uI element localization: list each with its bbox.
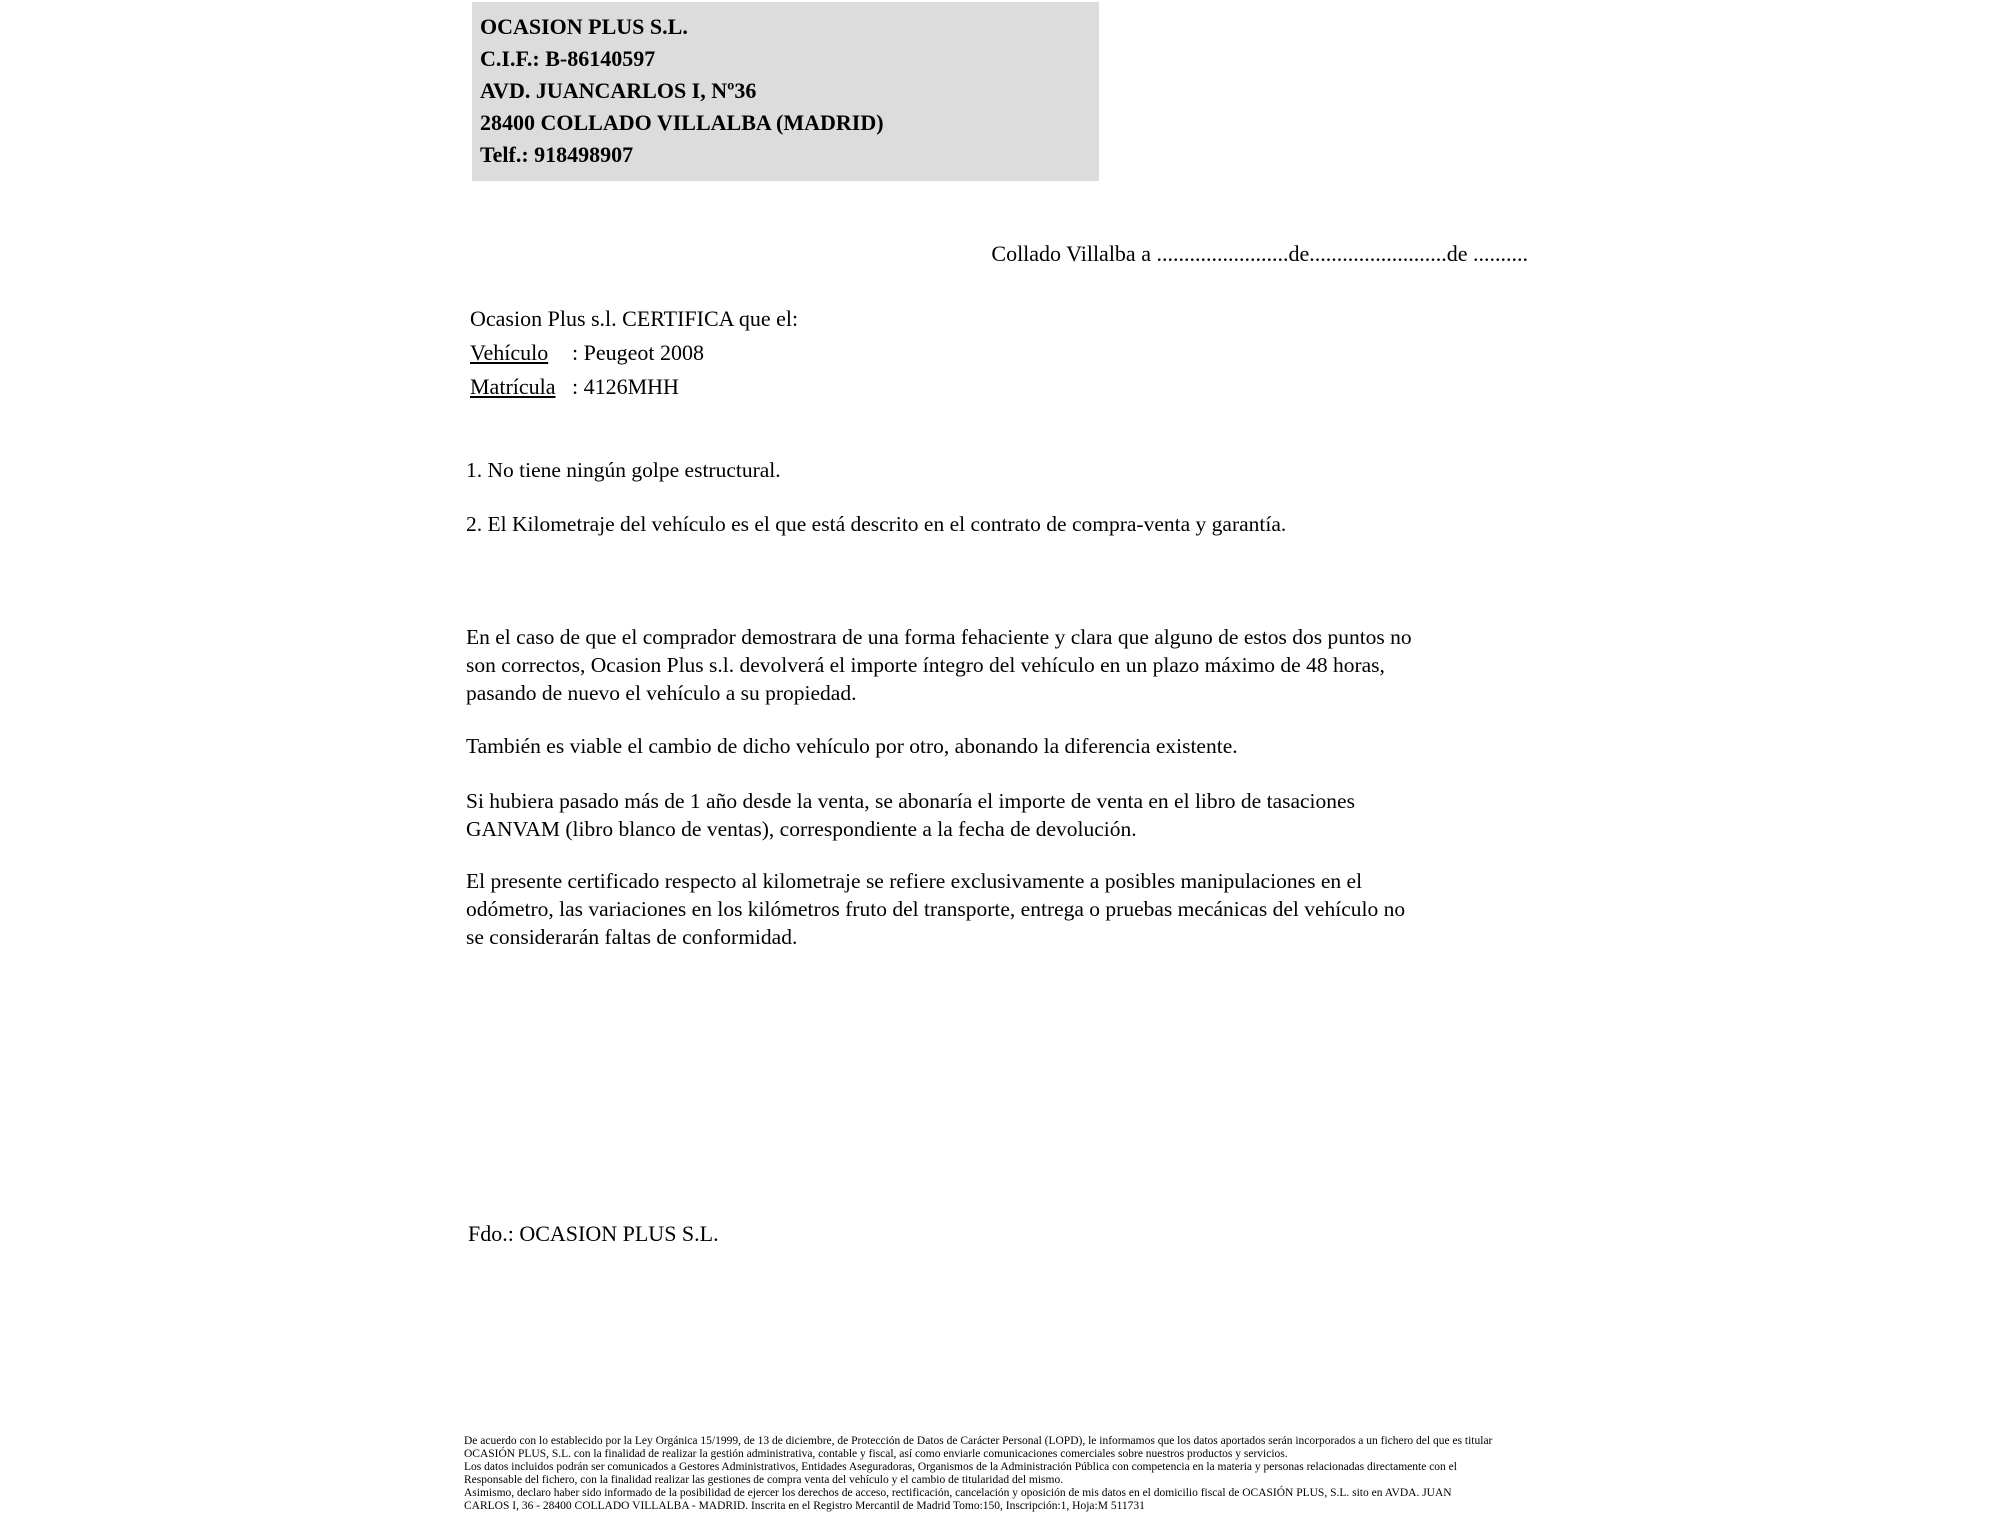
plate-field [470, 370, 798, 404]
vehicle-field [470, 336, 798, 370]
legal-footer-line: Los datos incluidos podrán ser comunicados a Gestores Administrativos, Entidades Aseguradoras, Organismos de la Administración Pública con competencia en la materia y personas relacionadas directamente con el [464, 1461, 1457, 1473]
date-line: Collado Villalba a ........................de.........................de .......... [991, 241, 1528, 266]
legal-footer-line: OCASIÓN PLUS, S.L. con la finalidad de realizar la gestión administrativa, contable y fiscal, así como enviarle comunicaciones comerciales sobre nuestros productos y servicios. [464, 1448, 1288, 1460]
exchange-paragraph [466, 732, 1238, 760]
signature-line: Fdo.: OCASION PLUS S.L. [468, 1221, 719, 1246]
company-city: 28400 COLLADO VILLALBA (MADRID) [480, 110, 884, 135]
paragraph-line: odómetro, las variaciones en los kilómetros fruto del transporte, entrega o pruebas mecánicas del vehículo no [466, 897, 1406, 921]
certified-point-1: 1. No tiene ningún golpe estructural. [466, 458, 781, 482]
certification-intro: Ocasion Plus s.l. CERTIFICA que el: [470, 306, 799, 331]
ganvam-paragraph [466, 787, 1355, 843]
certification-block [470, 302, 798, 404]
company-cif: C.I.F.: B-86140597 [480, 46, 656, 71]
plate-field-value: : 4126MHH [572, 374, 679, 399]
paragraph-line: se considerarán faltas de conformidad. [466, 925, 798, 949]
plate-field-label: Matrícula [470, 374, 556, 399]
legal-footer-line: De acuerdo con lo establecido por la Ley Orgánica 15/1999, de 13 de diciembre, de Protección de Datos de Carácter Personal (LOPD), le informamos que los datos aportados serán incorporados a un fichero del que es titular [464, 1435, 1493, 1447]
legal-footer-line: CARLOS I, 36 - 28400 COLLADO VILLALBA - MADRID. Inscrita en el Registro Mercantil de Madrid Tomo:150, Inscripción:1, Hoja:M 511731 [464, 1500, 1145, 1512]
paragraph-line: También es viable el cambio de dicho vehículo por otro, abonando la diferencia existente. [466, 734, 1238, 758]
legal-footer-line: Asimismo, declaro haber sido informado de la posibilidad de ejercer los derechos de acceso, rectificación, cancelación y oposición de mis datos en el domicilio fiscal de OCASIÓN PLUS, S.L. sito en AVDA. JUAN [464, 1487, 1452, 1499]
odometer-paragraph [466, 867, 1405, 951]
vehicle-field-label: Vehículo [470, 340, 549, 365]
refund-paragraph [466, 623, 1412, 707]
company-name: OCASION PLUS S.L. [480, 14, 688, 39]
paragraph-line: En el caso de que el comprador demostrara de una forma fehaciente y clara que alguno de estos dos puntos no [466, 625, 1412, 649]
vehicle-field-value: : Peugeot 2008 [572, 340, 704, 365]
legal-footer [464, 1435, 1564, 1513]
paragraph-line: son correctos, Ocasion Plus s.l. devolverá el importe íntegro del vehículo en un plazo máximo de 48 horas, [466, 653, 1385, 677]
certified-point-2: 2. El Kilometraje del vehículo es el que está descrito en el contrato de compra-venta y garantía. [466, 512, 1287, 536]
company-phone: Telf.: 918498907 [480, 142, 634, 167]
company-address: AVD. JUANCARLOS I, Nº36 [480, 78, 757, 103]
paragraph-line: El presente certificado respecto al kilometraje se refiere exclusivamente a posibles manipulaciones en el [466, 869, 1363, 893]
legal-footer-line: Responsable del fichero, con la finalidad realizar las gestiones de compra venta del vehículo y el cambio de titularidad del mismo. [464, 1474, 1064, 1486]
paragraph-line: GANVAM (libro blanco de ventas), correspondiente a la fecha de devolución. [466, 817, 1137, 841]
company-header-box [472, 2, 1099, 181]
paragraph-line: pasando de nuevo el vehículo a su propiedad. [466, 681, 857, 705]
paragraph-line: Si hubiera pasado más de 1 año desde la venta, se abonaría el importe de venta en el libro de tasaciones [466, 789, 1355, 813]
